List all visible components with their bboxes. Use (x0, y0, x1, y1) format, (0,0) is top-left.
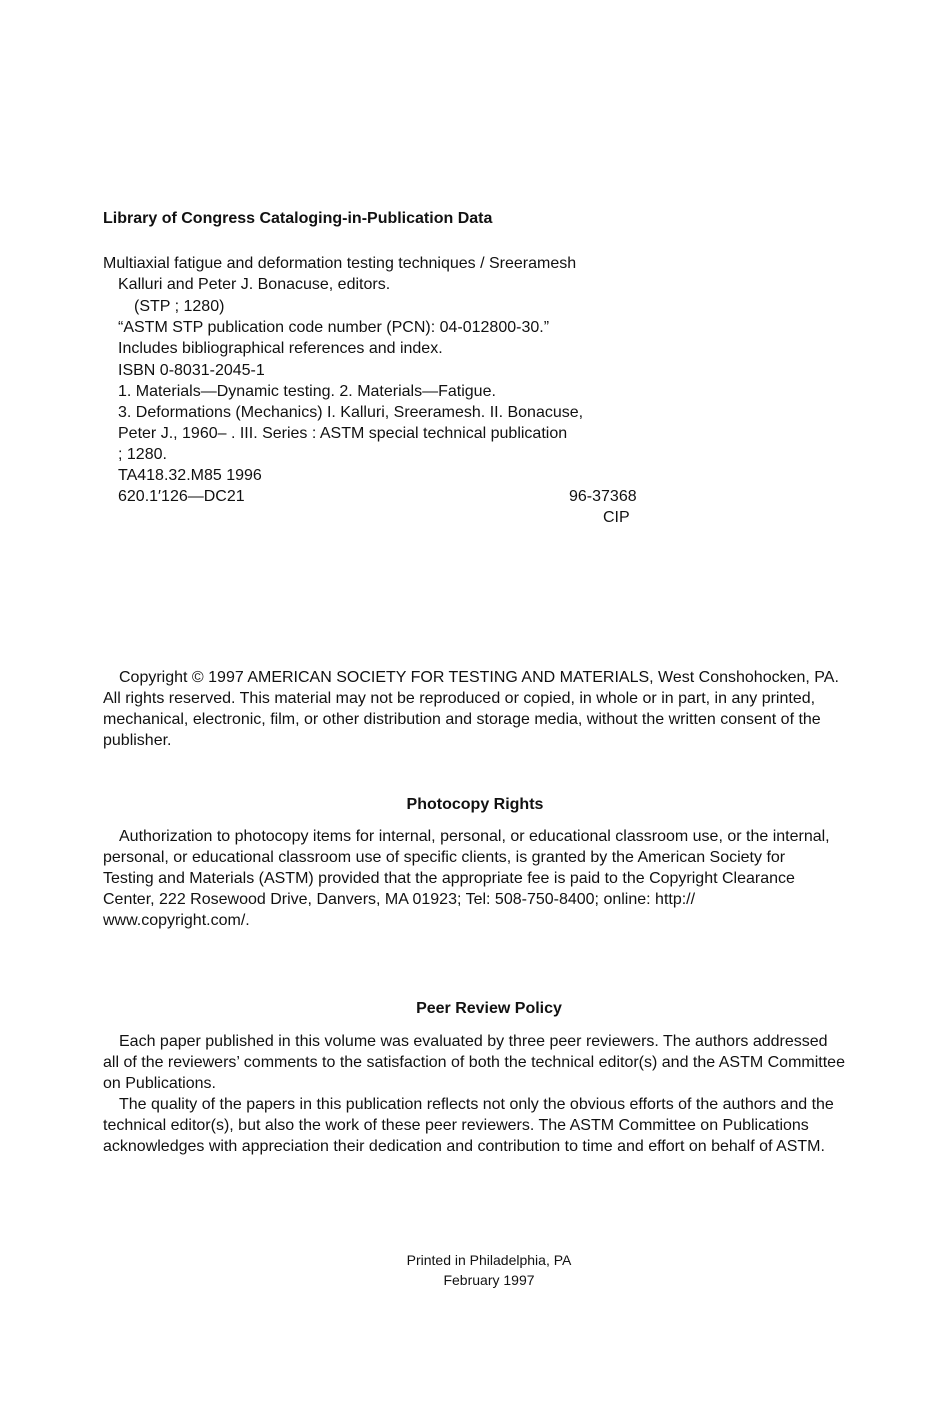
cip-line-bibliography: Includes bibliographical references and index. (118, 340, 443, 357)
peer-review-heading: Peer Review Policy (416, 1000, 562, 1017)
cip-line-pcn: “ASTM STP publication code number (PCN): 04-012800-30.” (118, 319, 550, 336)
cip-line-dewey: 620.1′126—DC21 (118, 488, 245, 505)
cip-line-isbn: ISBN 0-8031-2045-1 (118, 362, 265, 379)
cip-line-lc-class: TA418.32.M85 1996 (118, 467, 262, 484)
cip-line-series: (STP ; 1280) (134, 298, 225, 315)
printed-place: Printed in Philadelphia, PA (406, 1252, 572, 1268)
photocopy-heading: Photocopy Rights (406, 796, 544, 813)
cip-line-subjects-1: 1. Materials—Dynamic testing. 2. Materials—Fatigue. (118, 383, 496, 400)
printed-date: February 1997 (443, 1272, 535, 1288)
cip-lccn: 96-37368 (569, 488, 637, 505)
cip-line-title: Multiaxial fatigue and deformation testing techniques / Sreeramesh (103, 255, 577, 272)
cip-line-subjects-2: 3. Deformations (Mechanics) I. Kalluri, Sreeramesh. II. Bonacuse, (118, 404, 584, 421)
cip-label: CIP (603, 509, 630, 526)
cip-line-editors: Kalluri and Peter J. Bonacuse, editors. (118, 276, 391, 293)
peer-review-paragraph-1: Each paper published in this volume was evaluated by three peer reviewers. The authors addressed all of the reviewers’ comments to the satisfaction of both the technical editor(s) and the ASTM Committee on Publications. (103, 1033, 845, 1092)
cip-heading: Library of Congress Cataloging-in-Publication Data (103, 210, 493, 227)
cip-line-subjects-3: Peter J., 1960– . III. Series : ASTM special technical publication (118, 425, 568, 442)
photocopy-text: Authorization to photocopy items for internal, personal, or educational classroom use, or the internal, personal, or educational classroom use of specific clients, is granted by the American Society for Testing and Materials (ASTM) provided that the appropriate fee is paid to the Copyright Clearance Center, 222 Rosewood Drive, Danvers, MA 01923; Tel: 508-750-8400; online: http:// www.copyright.com/. (103, 828, 830, 929)
cip-line-subjects-4: ; 1280. (118, 446, 167, 463)
peer-review-paragraph-2: The quality of the papers in this publication reflects not only the obvious efforts of the authors and the technical editor(s), but also the work of these peer reviewers. The ASTM Committee on Publications acknowledges with appreciation their dedication and contribution to time and effort on behalf of ASTM. (103, 1096, 834, 1155)
copyright-notice: Copyright © 1997 AMERICAN SOCIETY FOR TESTING AND MATERIALS, West Conshohocken, PA. All rights reserved. This material may not be reproduced or copied, in whole or in part, in any printed, mechanical, electronic, film, or other distribution and storage media, without the written consent of the publisher. (103, 669, 839, 749)
